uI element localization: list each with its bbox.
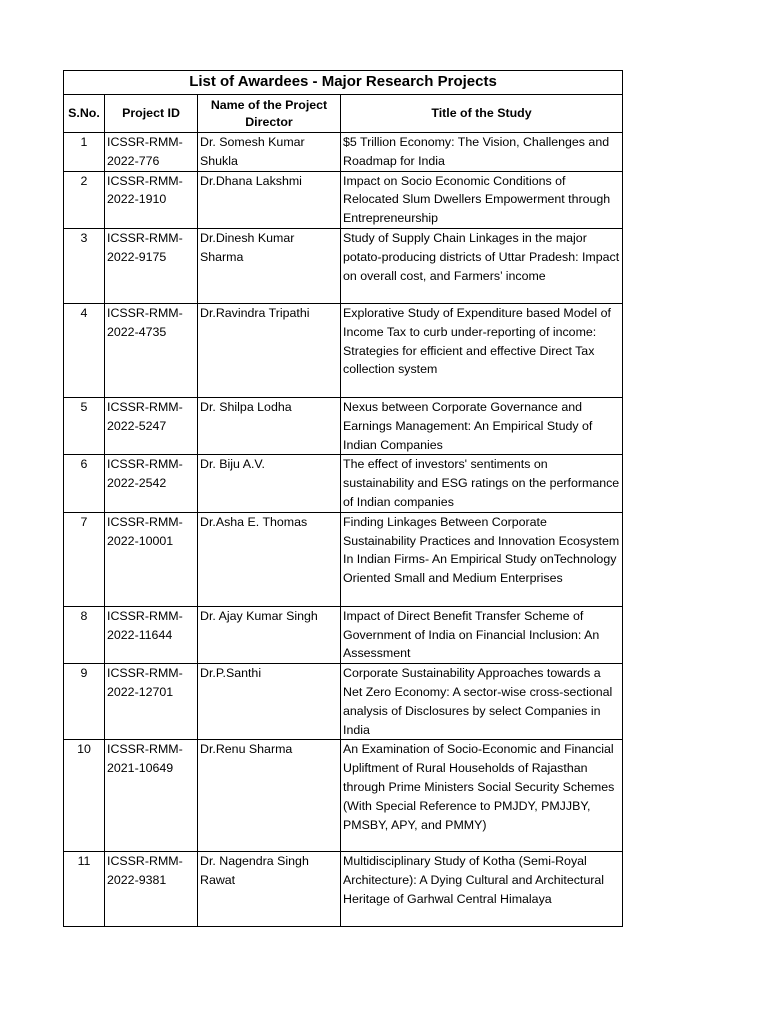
row-project-id: ICSSR-RMM-2022-10001 bbox=[105, 512, 198, 606]
table-row bbox=[64, 740, 623, 852]
row-director: Dr.P.Santhi bbox=[198, 664, 341, 740]
row-project-id: ICSSR-RMM-2022-9175 bbox=[105, 228, 198, 303]
row-project-id: ICSSR-RMM-2022-5247 bbox=[105, 397, 198, 454]
row-project-id: ICSSR-RMM-2022-1910 bbox=[105, 171, 198, 228]
row-sno: 5 bbox=[64, 397, 105, 454]
row-director: Dr.Renu Sharma bbox=[198, 740, 341, 852]
column-header-row bbox=[64, 95, 623, 133]
row-director: Dr. Somesh Kumar Shukla bbox=[198, 133, 341, 172]
row-project-id: ICSSR-RMM-2022-4735 bbox=[105, 303, 198, 397]
table-row bbox=[64, 228, 623, 303]
row-project-id: ICSSR-RMM-2022-12701 bbox=[105, 664, 198, 740]
row-study-title: Impact on Socio Economic Conditions of Relocated Slum Dwellers Empowerment through Entrepreneurship bbox=[341, 171, 623, 228]
row-director: Dr. Shilpa Lodha bbox=[198, 397, 341, 454]
row-study-title: Corporate Sustainability Approaches towards a Net Zero Economy: A sector-wise cross-sectional analysis of Disclosures by select Companies in India bbox=[341, 664, 623, 740]
row-sno: 9 bbox=[64, 664, 105, 740]
table-row bbox=[64, 512, 623, 606]
row-sno: 3 bbox=[64, 228, 105, 303]
row-director: Dr.Ravindra Tripathi bbox=[198, 303, 341, 397]
row-project-id: ICSSR-RMM-2022-776 bbox=[105, 133, 198, 172]
row-study-title: Nexus between Corporate Governance and Earnings Management: An Empirical Study of Indian Companies bbox=[341, 397, 623, 454]
row-project-id: ICSSR-RMM-2022-11644 bbox=[105, 606, 198, 663]
row-project-id: ICSSR-RMM-2021-10649 bbox=[105, 740, 198, 852]
table-row bbox=[64, 133, 623, 172]
row-sno: 8 bbox=[64, 606, 105, 663]
row-study-title: $5 Trillion Economy: The Vision, Challenges and Roadmap for India bbox=[341, 133, 623, 172]
row-project-id: ICSSR-RMM-2022-9381 bbox=[105, 852, 198, 927]
table-row bbox=[64, 852, 623, 927]
table-title-row bbox=[64, 71, 623, 95]
row-sno: 2 bbox=[64, 171, 105, 228]
row-project-id: ICSSR-RMM-2022-2542 bbox=[105, 455, 198, 512]
row-director: Dr.Dinesh Kumar Sharma bbox=[198, 228, 341, 303]
row-sno: 6 bbox=[64, 455, 105, 512]
row-sno: 10 bbox=[64, 740, 105, 852]
row-sno: 7 bbox=[64, 512, 105, 606]
table-row bbox=[64, 455, 623, 512]
table-row bbox=[64, 171, 623, 228]
row-director: Dr.Asha E. Thomas bbox=[198, 512, 341, 606]
document-title: List of Awardees - Major Research Projects bbox=[64, 71, 623, 95]
row-sno: 1 bbox=[64, 133, 105, 172]
row-study-title: The effect of investors' sentiments on sustainability and ESG ratings on the performance of Indian companies bbox=[341, 455, 623, 512]
table-row bbox=[64, 397, 623, 454]
row-study-title: Study of Supply Chain Linkages in the major potato-producing districts of Uttar Pradesh: Impact on overall cost, and Farmers’ income bbox=[341, 228, 623, 303]
column-header-project-id: Project ID bbox=[105, 95, 198, 133]
column-header-sno: S.No. bbox=[64, 95, 105, 133]
table-row bbox=[64, 606, 623, 663]
table-row bbox=[64, 664, 623, 740]
column-header-title: Title of the Study bbox=[341, 95, 623, 133]
row-director: Dr. Biju A.V. bbox=[198, 455, 341, 512]
row-study-title: Impact of Direct Benefit Transfer Scheme of Government of India on Financial Inclusion: An Assessment bbox=[341, 606, 623, 663]
row-study-title: An Examination of Socio-Economic and Financial Upliftment of Rural Households of Rajasthan through Prime Ministers Social Security Schemes (With Special Reference to PMJDY, PMJJBY, PMSBY, APY, and PMMY) bbox=[341, 740, 623, 852]
row-director: Dr. Ajay Kumar Singh bbox=[198, 606, 341, 663]
column-header-director: Name of the Project Director bbox=[198, 95, 341, 133]
row-study-title: Multidisciplinary Study of Kotha (Semi-Royal Architecture): A Dying Cultural and Architectural Heritage of Garhwal Central Himalaya bbox=[341, 852, 623, 927]
table-row bbox=[64, 303, 623, 397]
row-director: Dr.Dhana Lakshmi bbox=[198, 171, 341, 228]
row-director: Dr. Nagendra Singh Rawat bbox=[198, 852, 341, 927]
row-study-title: Finding Linkages Between Corporate Sustainability Practices and Innovation Ecosystem In Indian Firms- An Empirical Study onTechnology Oriented Small and Medium Enterprises bbox=[341, 512, 623, 606]
row-study-title: Explorative Study of Expenditure based Model of Income Tax to curb under-reporting of income: Strategies for efficient and effective Direct Tax collection system bbox=[341, 303, 623, 397]
awardees-table bbox=[63, 70, 623, 927]
row-sno: 11 bbox=[64, 852, 105, 927]
row-sno: 4 bbox=[64, 303, 105, 397]
